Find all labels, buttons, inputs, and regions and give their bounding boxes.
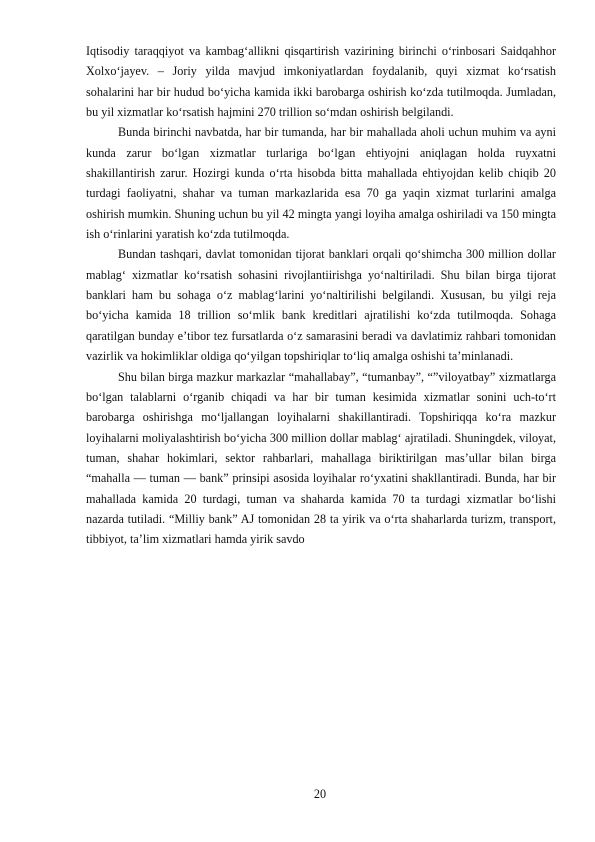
paragraph-1: Iqtisodiy taraqqiyot va kambagʻallikni qisqartirish vazirining birinchi oʻrinbosari Saidqahhor Xolxoʻjayev. – Joriy yilda mavjud imkoniyatlardan foydalanib, quyi xizmat koʻrsatish sohalarini har bir hudud boʻyicha kamida ikki barobarga oshirish koʻzda tutilmoqda. Jumladan, bu yil xizmatlar koʻrsatish hajmini 270 trillion soʻmdan oshirish belgilandi. — [86, 44, 556, 120]
paragraph-2: Bunda birinchi navbatda, har bir tumanda, har bir mahallada aholi uchun muhim va ayni kunda zarur boʻlgan xizmatlar turlariga boʻlgan ehtiyojni aniqlagan holda ruyxatni shakillantirish zarur. Hozirgi kunda oʻrta hisobda bitta mahallada ehtiyojdan kelib chiqib 20 turdagi faoliyatni, shahar va tuman markazlarida esa 70 ga yaqin xizmat turlarini amalga oshirish mumkin. Shuning uchun bu yil 42 mingta yangi loyiha amalga oshiriladi va 150 mingta ish oʻrinlarini yaratish koʻzda tutilmoqda. — [86, 125, 556, 242]
paragraph-4: Shu bilan birga mazkur markazlar “mahallabay”, “tumanbay”, “”viloyatbay” xizmatlarga boʻlgan talablarni oʻrganib chiqadi va har bir tuman kesimida xizmatlar sonini uch-toʻrt barobarga oshirishga moʻljallangan loyihalarni shakillantiradi. Topshiriqqa koʻra mazkur loyihalarni moliyalashtirish boʻyicha 300 million dollar mablagʻ ajratiladi. Shuningdek, viloyat, tuman, shahar hokimlari, sektor rahbarlari, mahallaga biriktirilgan masʼullar bilan birga “mahalla — tuman — bank” prinsipi asosida loyihalar roʻyxatini shakllantiradi. Bunda, har bir mahallada kamida 20 turdagi, tuman va shaharda kamida 70 ta turdagi xizmatlar boʻlishi nazarda tutiladi. “Milliy bank” AJ tomonidan 28 ta yirik va oʻrta shaharlarda turizm, transport, tibbiyot, taʼlim xizmatlari hamda yirik savdo — [86, 369, 556, 547]
body-text — [86, 41, 556, 550]
paragraph-3: Bundan tashqari, davlat tomonidan tijorat banklari orqali qoʻshimcha 300 million dollar mablagʻ xizmatlar koʻrsatish sohasini rivojlantiirishga yoʻnaltiriladi. Shu bilan birga tijorat banklari ham bu sohaga oʻz mablagʻlarini yoʻnaltirilishi belgilandi. Xususan, bu yilgi reja boʻyicha kamida 18 trillion soʻmlik bank kreditlari ajratilishi koʻzda tutilmoqda. Sohaga qaratilgan bunday eʼtibor tez fursatlarda oʻz samarasini beradi va davlatimiz rahbari tomonidan vazirlik va hokimliklar oldiga qoʻyilgan topshiriqlar toʻliq amalga oshishi taʼminlanadi. — [86, 247, 556, 364]
page-number: 20 — [313, 787, 327, 801]
